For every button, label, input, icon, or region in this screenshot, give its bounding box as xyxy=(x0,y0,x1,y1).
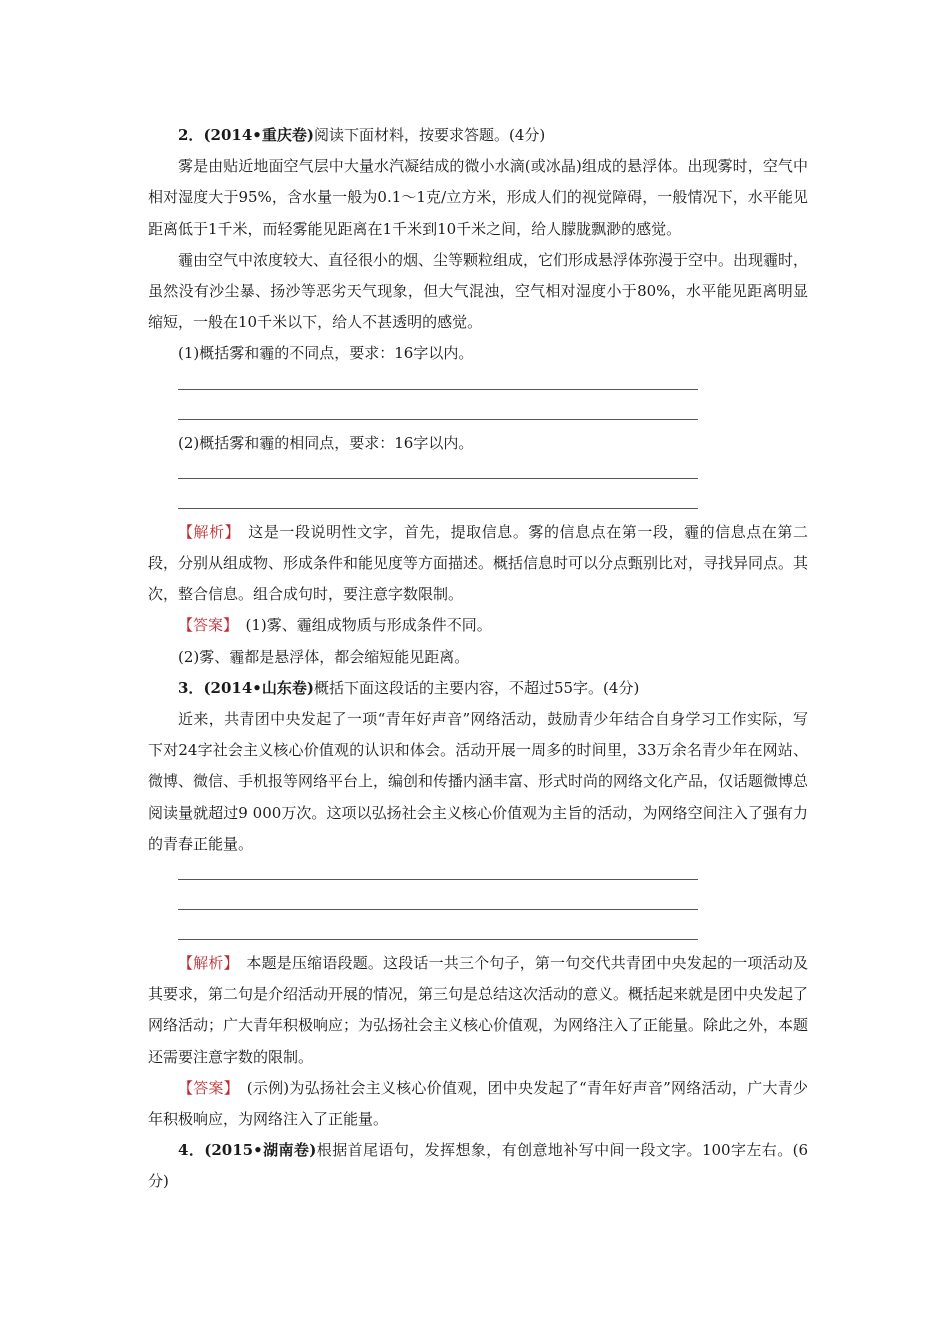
document-content xyxy=(148,120,808,1198)
answer-tag: 【答案】 xyxy=(178,616,231,635)
analysis-tag: 【解析】 xyxy=(178,954,232,973)
material-paragraph: 近来，共青团中央发起了一项“青年好声音”网络活动，鼓励青少年结合自身学习工作实际，写下对24字社会主义核心价值观的认识和体会。活动开展一周多的时间里，33万余名青少年在网站、微博、微信、手机报等网络平台上，编创和传播内涵丰富、形式时尚的网络文化产品，仅话题微博总阅读量就超过9 000万次。这项以弘扬社会主义核心价值观为主旨的活动，为网络空间注入了强有力的青春正能量。 xyxy=(148,710,809,853)
answer-paragraph xyxy=(148,1073,808,1135)
sub-question-1: (1)概括雾和霾的不同点，要求：16字以内。 xyxy=(178,344,474,363)
analysis-tag: 【解析】 xyxy=(178,522,233,541)
answer-paragraph xyxy=(148,610,808,641)
question-prompt: 阅读下面材料，按要求答题。(4分) xyxy=(313,126,546,144)
answer-tag: 【答案】 xyxy=(178,1078,232,1097)
question-prompt: 根据首尾语句，发挥想象，有创意地补写中间一段文字。100字左右。(6分) xyxy=(148,1141,809,1191)
analysis-text: 本题是压缩语段题。这段话一共三个句子，第一句交代共青团中央发起的一项活动及其要求，第二句是介绍活动开展的情况，第三句是总结这次活动的意义。概括起来就是团中央发起了网络活动；广大青年积极响应；为弘扬社会主义核心价值观，为网络注入了正能量。除此之外，本题还需要注意字数的限制。 xyxy=(148,954,809,1066)
material-paragraph-1: 雾是由贴近地面空气层中大量水汽凝结成的微小水滴(或冰晶)组成的悬浮体。出现雾时，空气中相对湿度大于95%，含水量一般为0.1～1克/立方米，形成人们的视觉障碍，一般情况下，水平能见距离低于1千米，而轻雾能见距离在1千米到10千米之间，给人朦胧飘渺的感觉。 xyxy=(148,157,808,238)
analysis-paragraph xyxy=(148,948,808,1073)
question-number: 4． xyxy=(178,1141,205,1160)
question-source: (2014•重庆卷) xyxy=(203,126,314,144)
question-prompt: 概括下面这段话的主要内容，不超过55字。(4分) xyxy=(313,678,640,697)
analysis-text: 这是一段说明性文字，首先，提取信息。雾的信息点在第一段，霾的信息点在第二段，分别从组成物、形成条件和能见度等方面描述。概括信息时可以分点甄别比对，寻找异同点。其次，整合信息。组合成句时，要注意字数限制。 xyxy=(148,522,809,604)
analysis-paragraph xyxy=(148,517,808,611)
answer-text: (1)雾、霾组成物质与形成条件不同。 xyxy=(230,616,492,635)
question-4-title xyxy=(148,1135,808,1197)
question-2-title xyxy=(148,120,808,151)
sub-question-2: (2)概括雾和霾的相同点，要求：16字以内。 xyxy=(178,433,474,452)
answer-text: (示例)为弘扬社会主义核心价值观，团中央发起了“青年好声音”网络活动，广大青少年积极响应，为网络注入了正能量。 xyxy=(148,1078,808,1129)
answer-paragraph-2: (2)雾、霾都是悬浮体，都会缩短能见距离。 xyxy=(178,647,470,666)
question-3-title xyxy=(148,673,808,704)
question-number: 2． xyxy=(178,126,204,144)
question-number: 3． xyxy=(178,678,204,697)
material-paragraph-2: 霾由空气中浓度较大、直径很小的烟、尘等颗粒组成，它们形成悬浮体弥漫于空中。出现霾时，虽然没有沙尘暴、扬沙等恶劣天气现象，但大气混浊，空气相对湿度小于80%，水平能见距离明显缩短，一般在10千米以下，给人不甚透明的感觉。 xyxy=(148,250,809,332)
question-source: (2015•湖南卷) xyxy=(204,1141,317,1160)
question-source: (2014•山东卷) xyxy=(203,678,314,697)
